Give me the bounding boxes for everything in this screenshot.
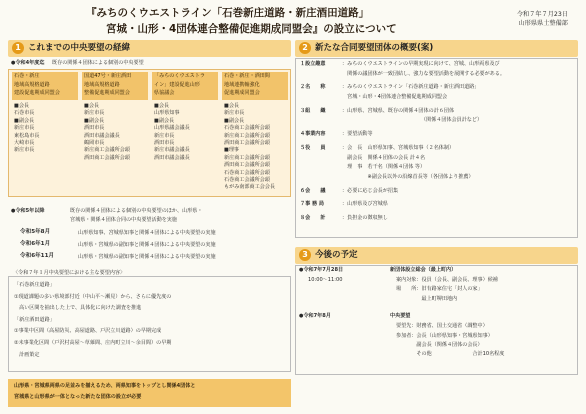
overview-label: ５役 員	[300, 145, 326, 151]
schedule-date: ●令和7年7月28日	[299, 267, 344, 273]
footer-line2: 宮城県と山形県が一体となった新たな団体の設立が必要	[14, 394, 142, 400]
r7-heading: 〈令和７年１月中央要望における主な要望内容〉	[13, 270, 126, 276]
group-member: 酒田商工会議所会頭	[224, 140, 270, 146]
r7-item: ①現道課題の多い県境部付近（中山平〜瀬見）から、さらに優先度の	[14, 293, 172, 300]
group-header-line: 促進期成同盟会	[224, 90, 260, 97]
group-member: 酒田市長	[84, 125, 105, 132]
overview-line: 副会長 関係４団体の会長 計４名	[342, 154, 426, 161]
group-header-line: イン」建設促進山形	[154, 81, 200, 88]
schedule-line: 副会長（関係４団体の会長）	[396, 342, 483, 348]
schedule-title: 中央要望	[390, 313, 411, 320]
title-line2: 宮城・山形・4団体連合整備促進期成同盟会』の設立について	[106, 23, 397, 35]
overview-line: （関係４団体会員計など）	[342, 117, 483, 124]
overview-line: ：必要に応じ会長が招集	[342, 187, 399, 194]
overview-label: ４事業内容	[300, 131, 326, 138]
overview-label: ３組 織	[300, 107, 326, 114]
overview-label: ２名 称	[300, 84, 326, 91]
schedule-date: ●令和7年8月	[299, 313, 331, 320]
group-member: 酒田市長	[154, 140, 175, 146]
group-member: 新庄市議会議長	[154, 147, 190, 154]
group-member: ■副会長	[14, 117, 35, 124]
r5-desc2: 宮城県・関係４団体合同の中央要望活動を実施	[70, 217, 177, 223]
timeline-date: 令和6年11月	[20, 253, 55, 259]
schedule-title: 新団体設立総会（最上町内）	[390, 267, 457, 273]
group-member: 酒田市議会議長	[84, 132, 120, 139]
section1-title: これまでの中央要望の経緯	[28, 43, 131, 53]
group-member: 酒田商工会議所会頭	[84, 154, 130, 161]
group-header-line: 「みちのくウエストラ	[154, 73, 205, 79]
overview-line: ：負担金の徴収無し	[342, 215, 388, 222]
group-member: 石巻市長	[14, 110, 35, 117]
group-header-line: 整備促進期成同盟会	[84, 90, 130, 97]
group-member: ■副会長	[84, 117, 105, 124]
overview-line: 宮城・山形・4団体連合整備促進期成同盟会	[342, 94, 448, 100]
overview-line: ：山形県及び宮城県	[342, 201, 388, 208]
title-line1: 『みちのくウエストライン「石巻新庄道路・新庄酒田道路」	[86, 7, 370, 19]
group-header-line: 地域高規格道路	[84, 81, 120, 88]
group-member: 新庄市長	[14, 147, 35, 154]
schedule-line: 案内対象：役員（会長、副会長、理事）候補	[396, 277, 498, 283]
group-member: ■会長	[154, 103, 170, 109]
group-member: もがみ南部商工会会長	[224, 184, 275, 191]
overview-label: ７事 務 局	[300, 201, 324, 208]
group-member: 新庄商工会議所会頭	[84, 147, 130, 154]
r7-item: ②未事業化区間（戸沢村高屋〜草薙間、庄内町立川〜余目間）の早期	[14, 340, 172, 346]
date-text: 令和７年７月23日	[516, 11, 568, 18]
r7-item: 高い区間を抽出した上で、具体化に向けた調査を推進	[14, 305, 142, 312]
section1-number: 1	[12, 42, 24, 54]
org-text: 山形県県土整備部	[518, 20, 568, 27]
r7-item: 「新庄酒田道路」	[14, 316, 55, 323]
group-member: ■理事	[224, 147, 240, 154]
group-member: ■副会長	[224, 117, 245, 124]
group-header-line: 建設促進期成同盟会	[14, 90, 60, 97]
group-member: 新庄商工会議所会頭	[224, 132, 270, 139]
group-member: 石巻商工会議所会頭	[224, 169, 270, 176]
overview-line: ：みちのくウエストライン「石巻新庄道路・新庄酒田道路」	[342, 84, 480, 91]
r4-label: ●令和4年度迄	[11, 60, 45, 66]
schedule-line: 要望先：財務省、国土交通省（調整中）	[396, 323, 488, 330]
section2-title: 新たな合同要望団体の概要(案)	[315, 43, 434, 53]
timeline-date: 令和5年8月	[20, 229, 51, 235]
schedule-line: 最上町堺田地内	[396, 295, 458, 302]
overview-line: 理 事 若干名（関係４団体 等）	[342, 164, 426, 171]
overview-label: ８会 計	[300, 215, 326, 222]
schedule-time: 10:00〜11:00	[308, 277, 343, 283]
group-header-line: 地域高規格道路	[14, 81, 50, 88]
overview-line: ：山形県、宮城県、既存の関係４団体の計６団体	[342, 107, 455, 114]
group-member: 新庄市長	[84, 110, 105, 117]
group-member: ■会長	[224, 103, 240, 109]
schedule-line: その他 合計10名程度	[396, 351, 505, 358]
timeline-text: 山形県知事、宮城県知事と関係４団体による中央要望の実施	[78, 229, 216, 236]
footer-line1: 山形県・宮城県両県の足並みを揃えるため、両県知事をトップとし関係4団体と	[14, 383, 196, 389]
schedule-line: 場 所：旧有路家住宅「封人の家」	[396, 286, 483, 293]
group-member: ■会長	[84, 103, 100, 109]
r7-item: 計画策定	[14, 351, 40, 358]
overview-line: ：みちのくウエストラインの早期実現に向けて、宮城、山形両県及び	[342, 61, 500, 67]
overview-line: 関係の議団体が一致団結し、強力な要望活動を展開する必要がある。	[342, 70, 506, 77]
group-member: 鶴岡市長	[84, 140, 105, 146]
overview-line: ：要望活動等	[342, 131, 373, 138]
r5-label: ●令和5年以降	[11, 208, 45, 214]
r7-item: 「石巻新庄道路」	[14, 282, 55, 288]
group-member: 大崎市長	[14, 140, 35, 146]
group-member: 山形県議会議長	[154, 125, 190, 132]
schedule-line: 参加者：会長（山形県知事・宮城県知事）	[396, 332, 493, 339]
r7-item: ①事業中区間（高屋防災、高屋道路、戸沢立川道路）の早期完成	[14, 328, 162, 335]
group-header-line: 地域連携軸強化	[224, 81, 260, 88]
group-member: 新庄市長	[224, 110, 245, 117]
group-member: 新庄商工会議所会頭	[224, 154, 270, 161]
group-member: 石巻商工会議所会頭	[224, 125, 270, 132]
overview-label: ６会 議	[300, 187, 326, 194]
group-member: 東松島市長	[14, 132, 40, 139]
overview-label: １設立趣意	[300, 61, 326, 67]
group-member: 酒田商工会議所会頭	[224, 162, 270, 169]
timeline-text: 山形県・宮城県の副知事と関係４団体による中央要望の実施	[78, 253, 216, 260]
group-member: 山形県知事	[154, 110, 180, 117]
group-member: 新庄市長	[14, 125, 35, 132]
group-header-line: 国道47号・新庄酒田	[84, 73, 132, 79]
group-member: 新庄市長	[154, 132, 175, 139]
timeline-text: 山形県・宮城県の副知事と関係４団体による中央要望の実施	[78, 241, 216, 248]
section3-title: 今後の予定	[315, 250, 358, 260]
section3-number: 3	[299, 249, 311, 261]
group-member: 石巻商工会議所会頭	[224, 177, 270, 183]
r5-desc1: 既存の関係４団体による個別の中央要望のほか、山形県・	[70, 208, 203, 214]
r4-desc: 既存の関係４団体による個別の中央要望	[52, 60, 144, 66]
group-header-line: 県協議会	[154, 90, 175, 97]
r7-box	[8, 276, 291, 372]
group-header-line: 石巻・新庄・酒田間	[224, 73, 270, 79]
timeline-date: 令和6年1月	[20, 241, 51, 247]
group-member: ■会長	[14, 103, 30, 109]
overview-line: ※副会長以外の沿線首長等（各団体より推薦）	[342, 173, 474, 180]
section2-number: 2	[299, 42, 311, 54]
group-member: ■副会長	[154, 117, 175, 124]
overview-line: ：会 長 山形県知事、宮城県知事（２名体制）	[342, 145, 455, 151]
group-header-line: 石巻・新庄	[14, 73, 40, 79]
group-member: 酒田市議会議長	[154, 154, 190, 161]
